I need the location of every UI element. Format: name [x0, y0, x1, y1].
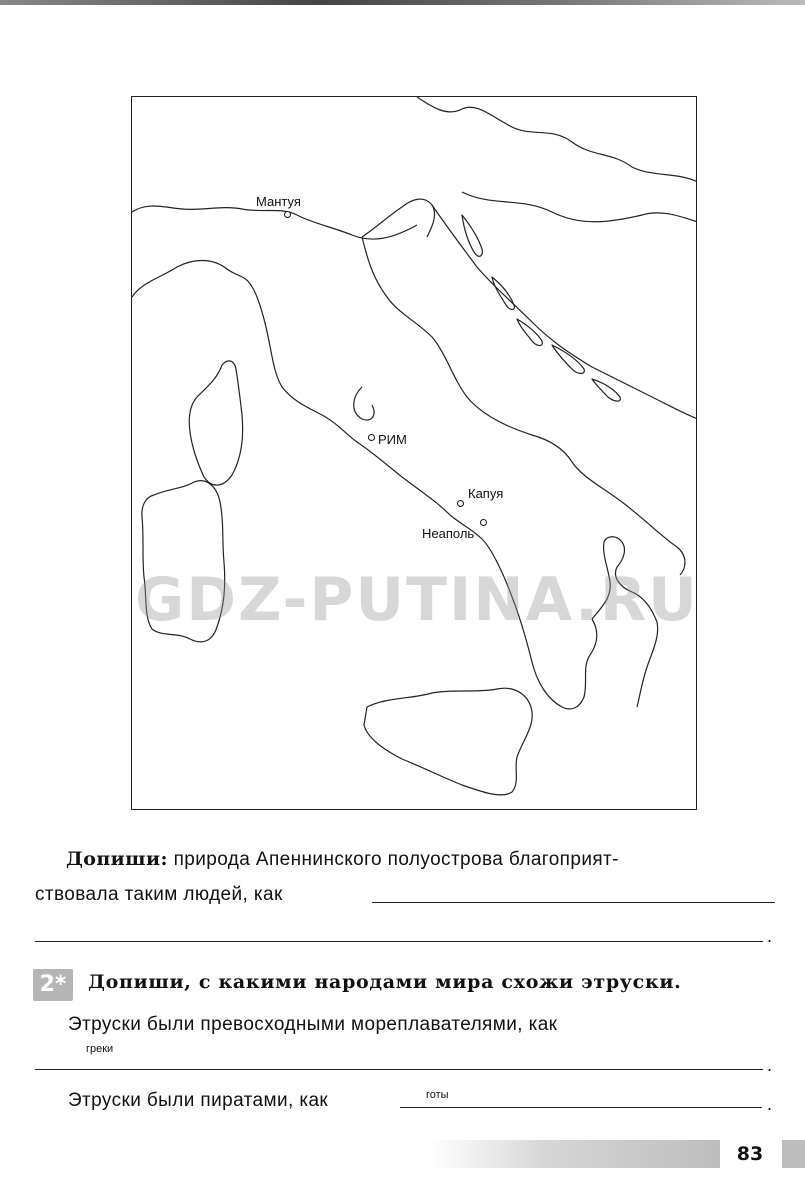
watermark: GDZ-PUTINA.RU	[135, 565, 699, 635]
answer-line-task2-b	[400, 1107, 762, 1108]
end-mark: .	[767, 1055, 773, 1075]
answer-line-task1-b	[35, 941, 763, 942]
border-line	[132, 261, 257, 298]
map-outline	[132, 97, 697, 810]
task1-line2: ствовала таким людей, как	[35, 884, 283, 905]
footer-band	[430, 1140, 720, 1168]
coastline	[354, 387, 374, 420]
border-line	[132, 206, 417, 239]
page-number: 83	[722, 1140, 778, 1168]
city-label-capua: Капуя	[468, 486, 504, 501]
city-marker-capua	[457, 500, 464, 507]
border-line	[462, 192, 697, 222]
island	[362, 199, 435, 237]
task1-line1-text: природа Апеннинского полуострова благоприят-	[173, 849, 619, 870]
city-label-naples: Неаполь	[422, 526, 475, 541]
task2-answer1: греки	[86, 1043, 114, 1055]
island	[592, 379, 620, 401]
answer-line-task1-a	[372, 902, 775, 903]
coastline	[432, 205, 697, 419]
task2-title: Допиши, с какими народами мира схожи этруски.	[88, 971, 682, 993]
task1-line1	[66, 848, 619, 871]
end-mark: .	[767, 926, 773, 946]
corsica-coastline	[189, 361, 242, 485]
island	[492, 277, 514, 310]
city-label-rome: РИМ	[378, 432, 407, 447]
border-line	[417, 97, 697, 182]
task1-lead: Допиши:	[66, 848, 168, 870]
answer-line-task2-a	[35, 1069, 763, 1070]
sicily-coastline	[364, 688, 532, 795]
city-marker-naples	[480, 519, 487, 526]
task2-sentence2: Этруски были пиратами, как	[68, 1090, 329, 1111]
top-rule	[0, 0, 805, 5]
task2-answer2: готы	[426, 1089, 449, 1101]
city-marker-mantua	[284, 211, 291, 218]
footer-band	[782, 1140, 805, 1168]
italy-outline-map	[131, 96, 697, 810]
city-marker-rome	[368, 434, 375, 441]
end-mark: .	[767, 1094, 773, 1114]
coastline	[257, 297, 597, 709]
city-label-mantua: Мантуя	[256, 194, 301, 209]
task2-sentence1: Этруски были превосходными мореплавателями, как	[68, 1014, 558, 1035]
island	[517, 319, 542, 346]
task-number-badge: 2*	[33, 969, 73, 1001]
coastline	[362, 237, 685, 575]
